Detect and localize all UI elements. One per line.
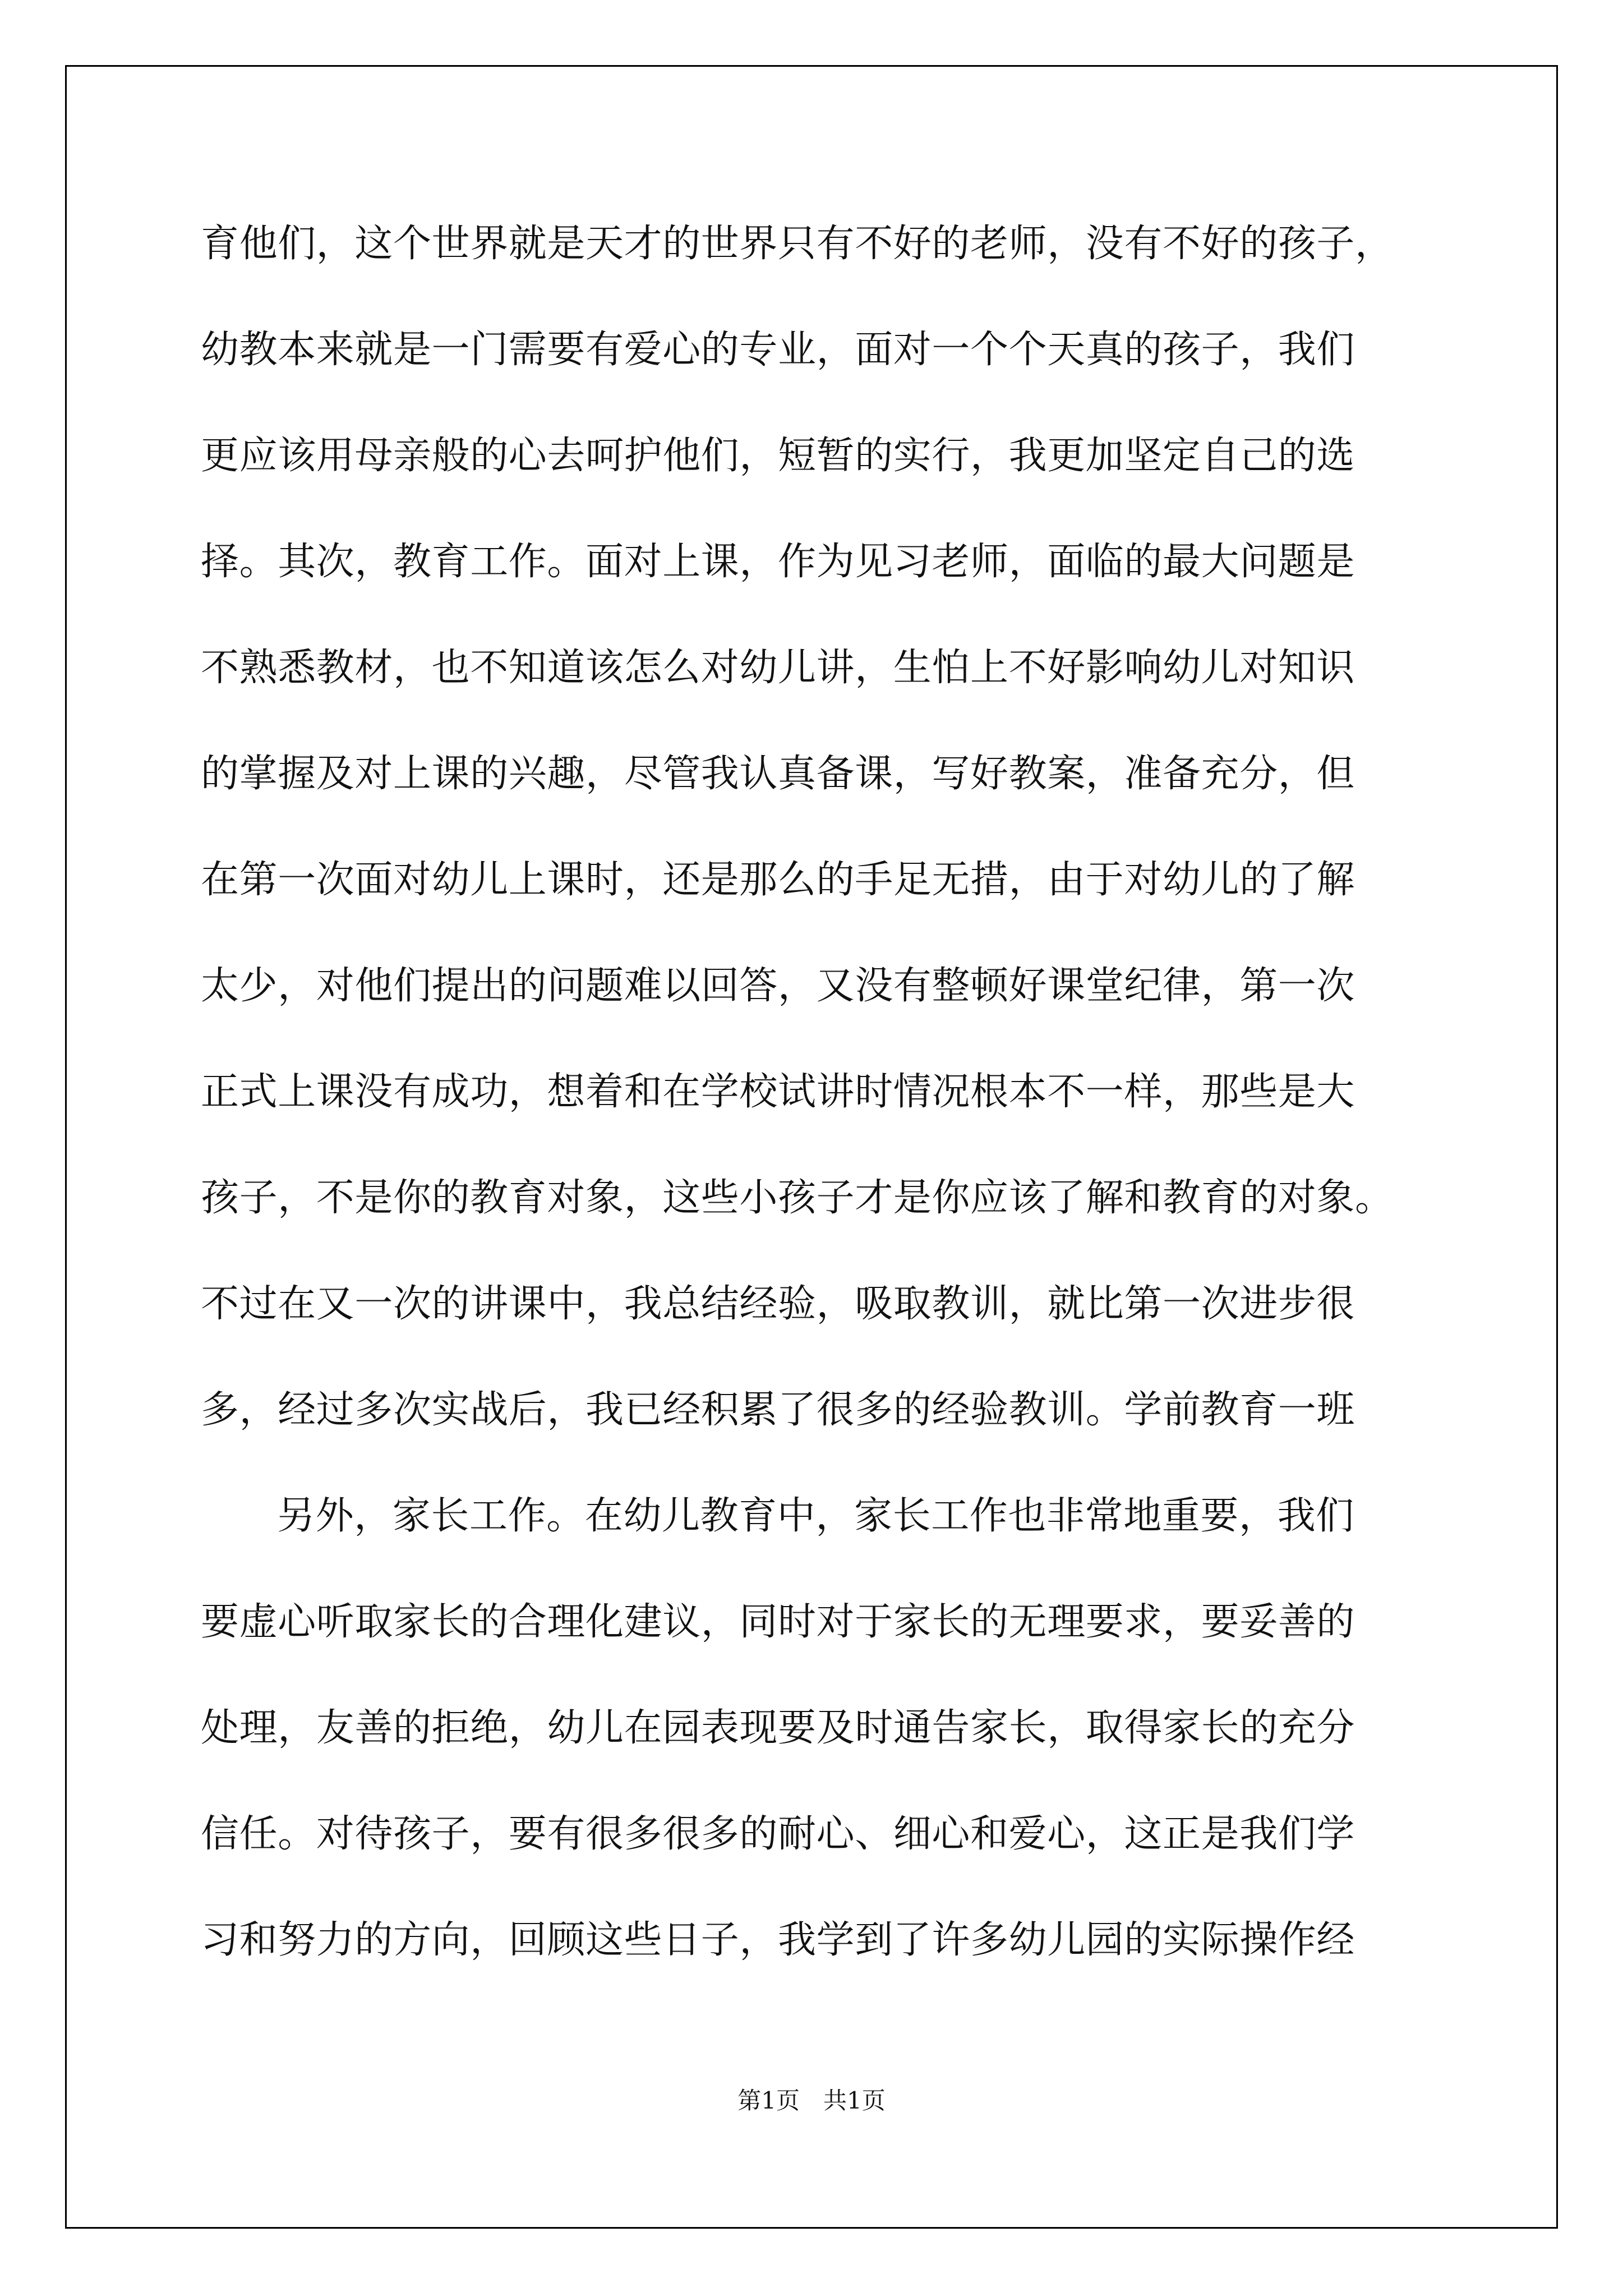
text-line-17: 习和努力的方向，回顾这些日子，我学到了许多幼儿园的实际操作经: [201, 1918, 1355, 1962]
text-line-11: 不过在又一次的讲课中，我总结经验，吸取教训，就比第一次进步很: [201, 1282, 1355, 1326]
page-number-footer: 第1页 共1页: [737, 2087, 886, 2114]
text-line-12: 多，经过多次实战后，我已经积累了很多的经验教训。学前教育一班: [201, 1388, 1355, 1432]
text-line-2: 幼教本来就是一门需要有爱心的专业，面对一个个天真的孩子，我们: [201, 328, 1355, 372]
paragraph-2-line-1: 另外，家长工作。在幼儿教育中，家长工作也非常地重要，我们: [277, 1494, 1354, 1538]
text-line-8: 太少，对他们提出的问题难以回答，又没有整顿好课堂纪律，第一次: [201, 964, 1355, 1008]
text-line-14: 要虚心听取家长的合理化建议，同时对于家长的无理要求，要妥善的: [201, 1600, 1355, 1644]
text-line-7: 在第一次面对幼儿上课时，还是那么的手足无措，由于对幼儿的了解: [201, 858, 1355, 902]
text-line-16: 信任。对待孩子，要有很多很多的耐心、细心和爱心，这正是我们学: [201, 1812, 1355, 1856]
document-body: [201, 191, 1435, 1993]
text-line-6: 的掌握及对上课的兴趣，尽管我认真备课，写好教案，准备充分，但: [201, 752, 1355, 796]
text-line-5: 不熟悉教材，也不知道该怎么对幼儿讲，生怕上不好影响幼儿对知识: [201, 646, 1355, 690]
text-line-15: 处理，友善的拒绝，幼儿在园表现要及时通告家长，取得家长的充分: [201, 1706, 1355, 1750]
text-line-4: 择。其次，教育工作。面对上课，作为见习老师，面临的最大问题是: [201, 540, 1355, 584]
text-line-10: 孩子，不是你的教育对象，这些小孩子才是你应该了解和教育的对象。: [201, 1176, 1394, 1220]
text-line-1: 育他们，这个世界就是天才的世界只有不好的老师，没有不好的孩子，: [201, 222, 1394, 266]
text-line-3: 更应该用母亲般的心去呵护他们，短暂的实行，我更加坚定自己的选: [201, 434, 1355, 478]
text-line-9: 正式上课没有成功，想着和在学校试讲时情况根本不一样，那些是大: [201, 1070, 1355, 1114]
